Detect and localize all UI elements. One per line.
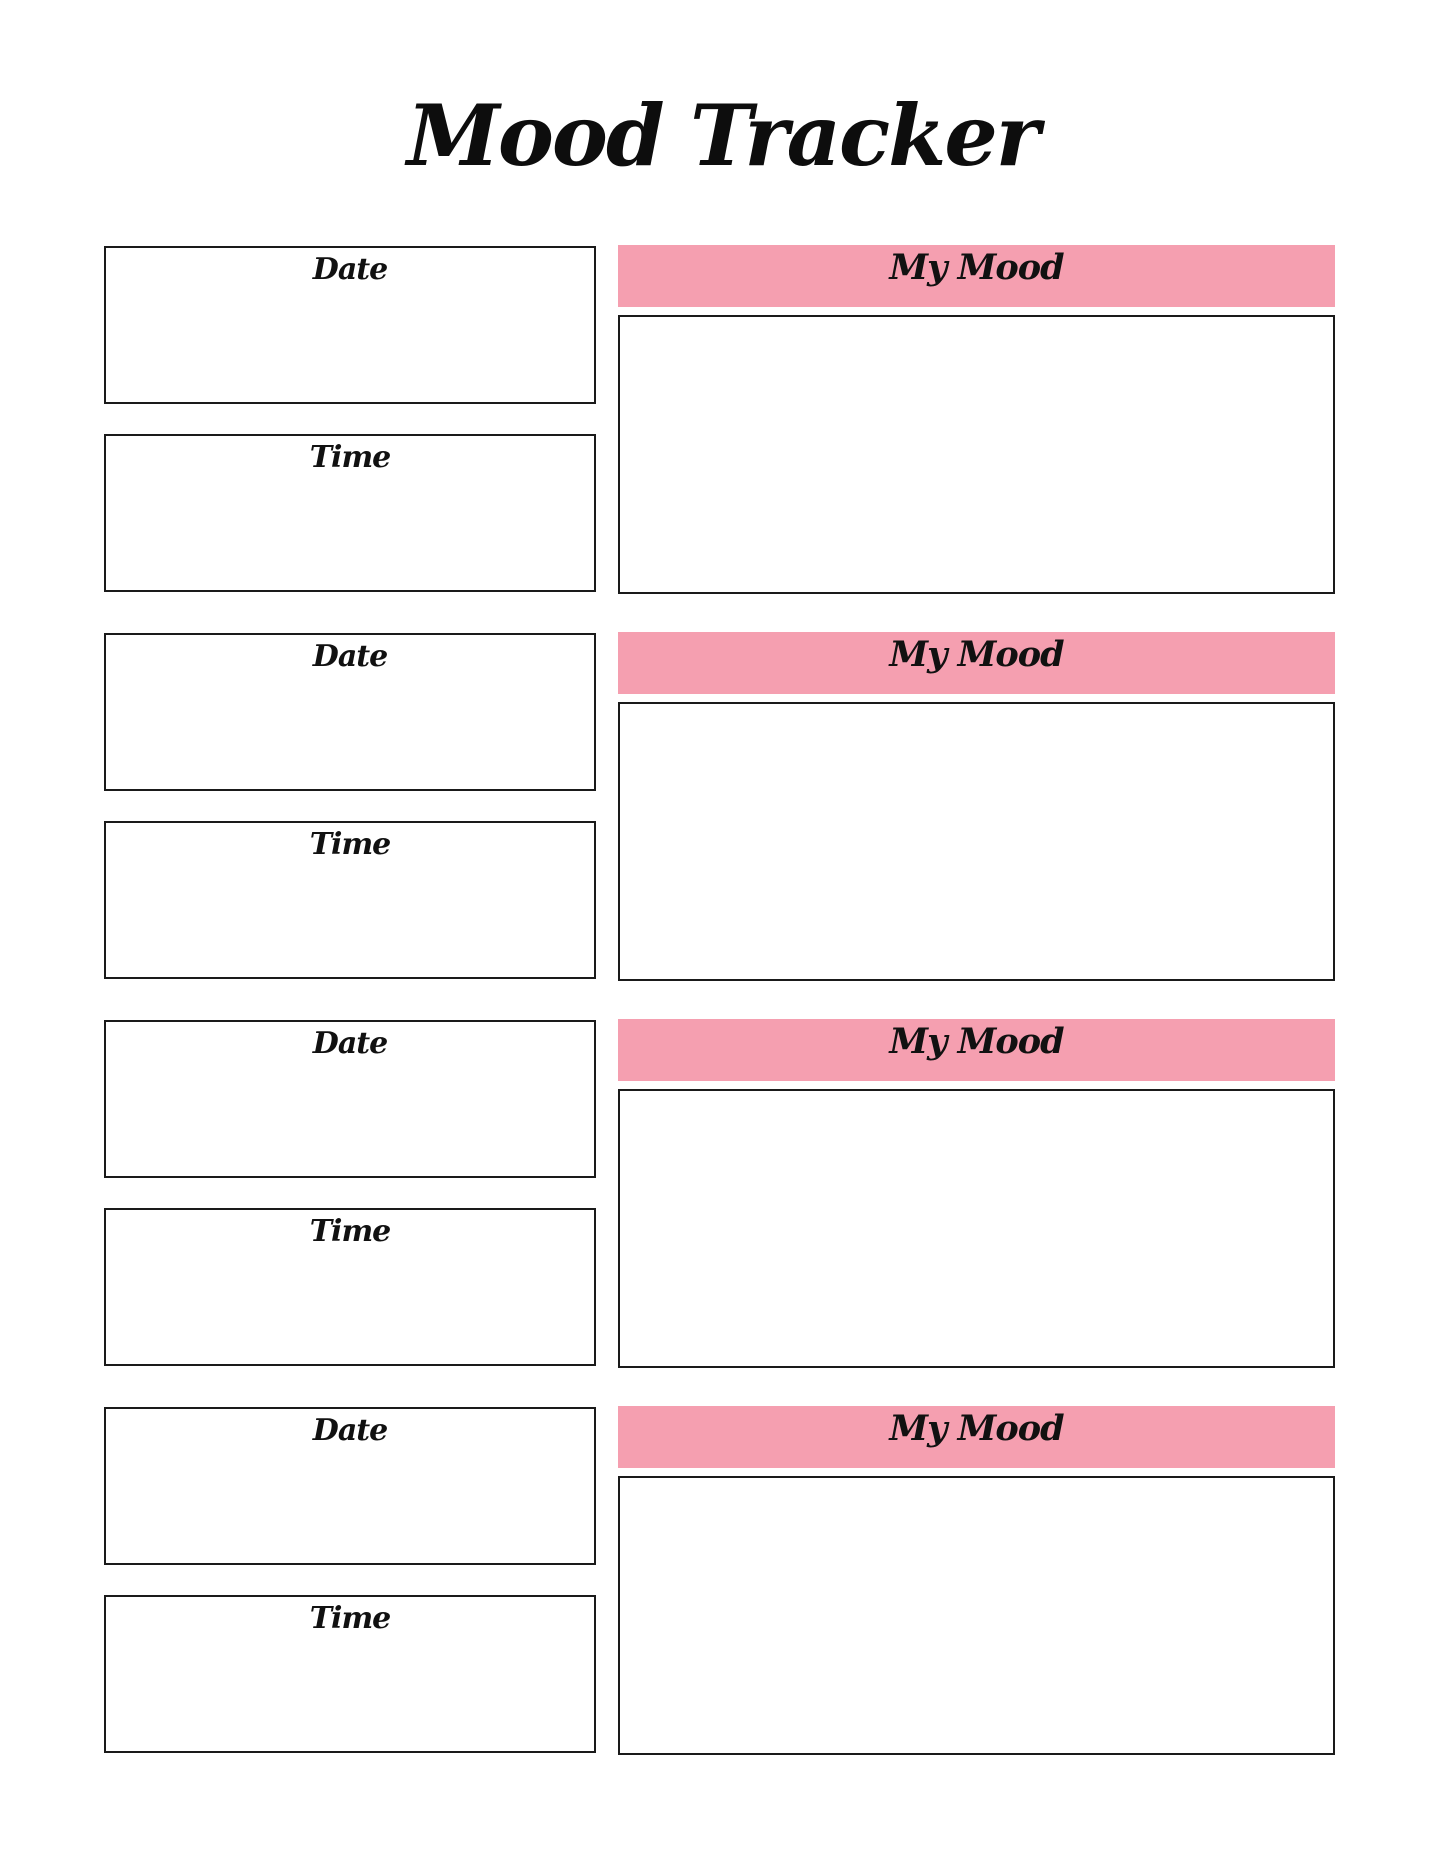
date-label: Date [312, 1026, 388, 1061]
mood-header [618, 245, 1335, 307]
mood-label: My Mood [889, 247, 1064, 288]
date-field[interactable] [104, 1020, 596, 1178]
mood-field[interactable] [618, 315, 1335, 594]
time-field[interactable] [104, 821, 596, 979]
mood-entry [0, 1407, 1445, 1757]
mood-entry [0, 246, 1445, 596]
mood-header [618, 1019, 1335, 1081]
date-label: Date [312, 639, 388, 674]
page-title: Mood Tracker [406, 86, 1039, 185]
mood-header [618, 1406, 1335, 1468]
time-label: Time [309, 1214, 391, 1249]
time-field[interactable] [104, 434, 596, 592]
mood-field[interactable] [618, 1089, 1335, 1368]
date-field[interactable] [104, 633, 596, 791]
time-field[interactable] [104, 1595, 596, 1753]
mood-label: My Mood [889, 1408, 1064, 1449]
time-label: Time [309, 1601, 391, 1636]
mood-field[interactable] [618, 1476, 1335, 1755]
date-field[interactable] [104, 246, 596, 404]
time-field[interactable] [104, 1208, 596, 1366]
time-label: Time [309, 440, 391, 475]
date-field[interactable] [104, 1407, 596, 1565]
date-label: Date [312, 1413, 388, 1448]
mood-entry [0, 1020, 1445, 1370]
mood-header [618, 632, 1335, 694]
mood-field[interactable] [618, 702, 1335, 981]
mood-entry [0, 633, 1445, 983]
mood-label: My Mood [889, 634, 1064, 675]
mood-label: My Mood [889, 1021, 1064, 1062]
date-label: Date [312, 252, 388, 287]
time-label: Time [309, 827, 391, 862]
